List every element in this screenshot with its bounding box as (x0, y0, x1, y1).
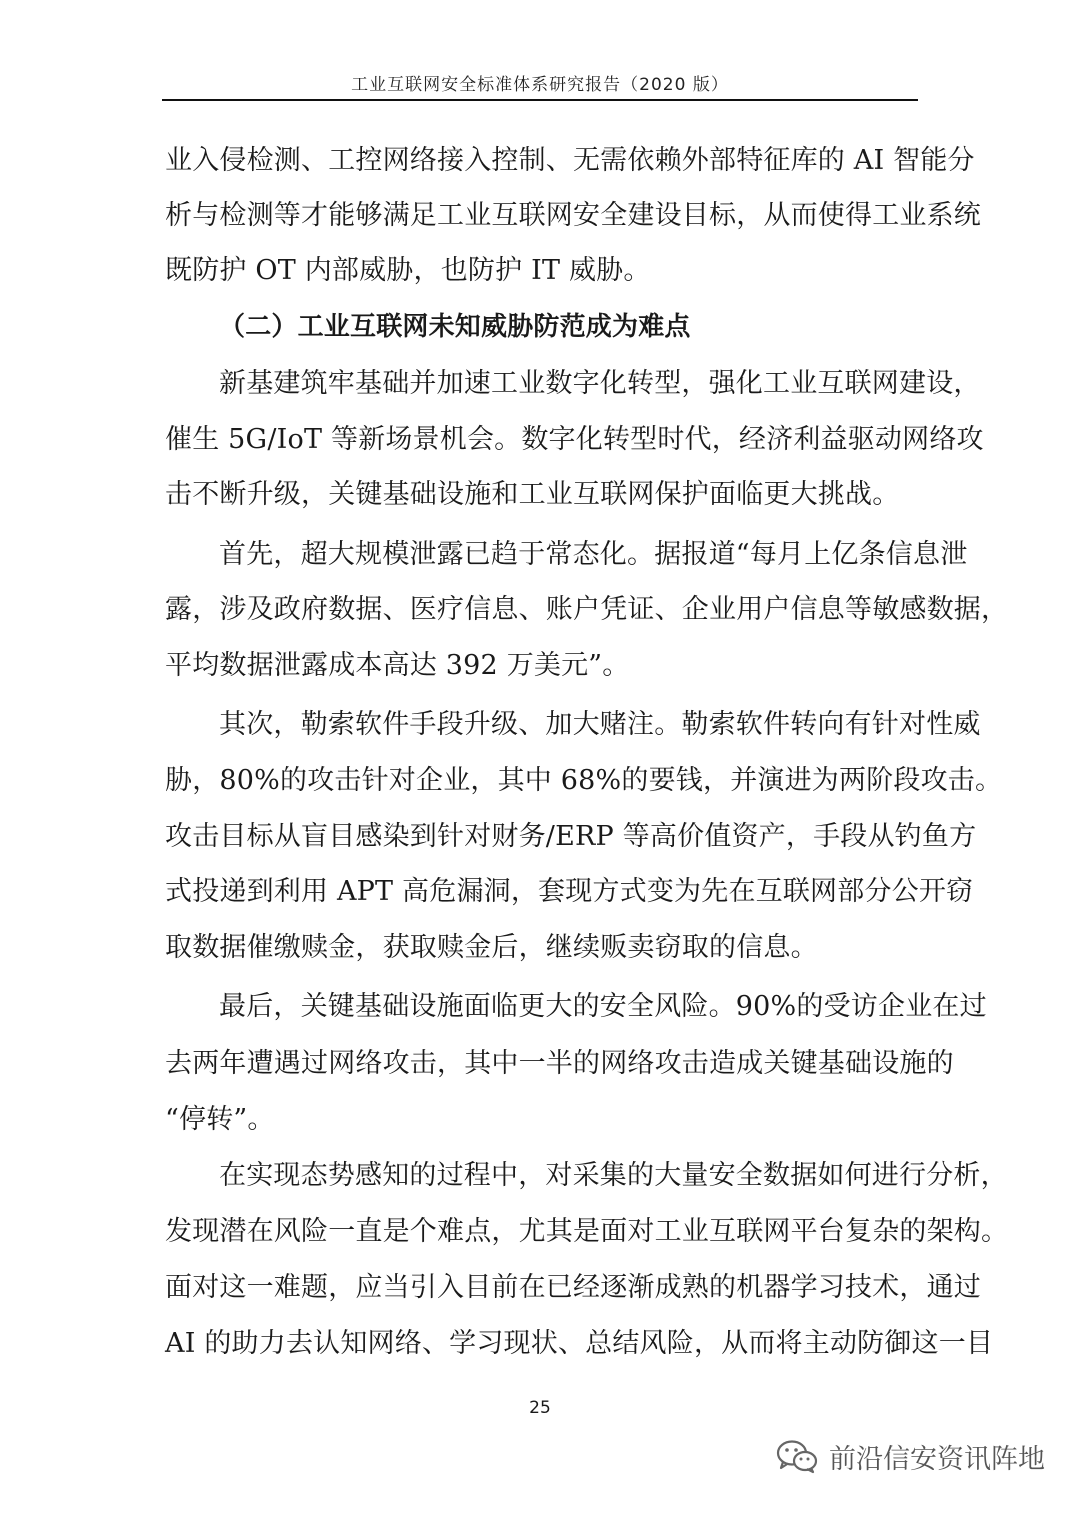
watermark (775, 1436, 1045, 1476)
section-heading: （二）工业互联网未知威胁防范成为难点 (219, 312, 691, 342)
body-line: 在实现态势感知的过程中，对采集的大量安全数据如何进行分析， (219, 1160, 1008, 1191)
body-line: 首先，超大规模泄露已趋于常态化。据报道“每月上亿条信息泄 (219, 539, 968, 570)
page-number: 25 (529, 1398, 551, 1418)
body-line: 发现潜在风险一直是个难点，尤其是面对工业互联网平台复杂的架构。 (165, 1216, 1009, 1247)
header-rule (162, 99, 918, 101)
body-line: 业入侵检测、工控网络接入控制、无需依赖外部特征库的 AI 智能分 (165, 145, 975, 176)
body-line: 析与检测等才能够满足工业互联网安全建设目标，从而使得工业系统 (165, 200, 981, 231)
body-line: 其次，勒索软件手段升级、加大赌注。勒索软件转向有针对性威 (219, 709, 981, 740)
body-line: “停转”。 (165, 1104, 275, 1135)
body-line: 取数据催缴赎金，获取赎金后，继续贩卖窃取的信息。 (165, 932, 818, 963)
body-line: 新基建筑牢基础并加速工业数字化转型，强化工业互联网建设， (219, 368, 981, 399)
body-line: 胁，80%的攻击针对企业，其中 68%的要钱，并演进为两阶段攻击。 (165, 765, 1003, 796)
wechat-icon (775, 1438, 819, 1474)
running-header: 工业互联网安全标准体系研究报告（2020 版） (351, 75, 729, 95)
body-line: 平均数据泄露成本高达 392 万美元”。 (165, 650, 630, 681)
body-line: 既防护 OT 内部威胁，也防护 IT 威胁。 (165, 255, 651, 286)
watermark-text: 前沿信安资讯阵地 (829, 1443, 1045, 1475)
body-line: 击不断升级，关键基础设施和工业互联网保护面临更大挑战。 (165, 479, 900, 510)
body-line: 最后，关键基础设施面临更大的安全风险。90%的受访企业在过 (219, 991, 987, 1022)
body-line: 露，涉及政府数据、医疗信息、账户凭证、企业用户信息等敏感数据， (165, 594, 1009, 625)
body-line: 去两年遭遇过网络攻击，其中一半的网络攻击造成关键基础设施的 (165, 1048, 954, 1079)
body-line: 面对这一难题，应当引入目前在已经逐渐成熟的机器学习技术，通过 (165, 1272, 981, 1303)
body-line: 式投递到利用 APT 高危漏洞，套现方式变为先在互联网部分公开窃 (165, 876, 974, 907)
body-line: 催生 5G/IoT 等新场景机会。数字化转型时代，经济利益驱动网络攻 (165, 424, 984, 455)
body-line: 攻击目标从盲目感染到针对财务/ERP 等高价值资产，手段从钓鱼方 (165, 821, 977, 852)
body-line: AI 的助力去认知网络、学习现状、总结风险，从而将主动防御这一目 (165, 1328, 994, 1359)
